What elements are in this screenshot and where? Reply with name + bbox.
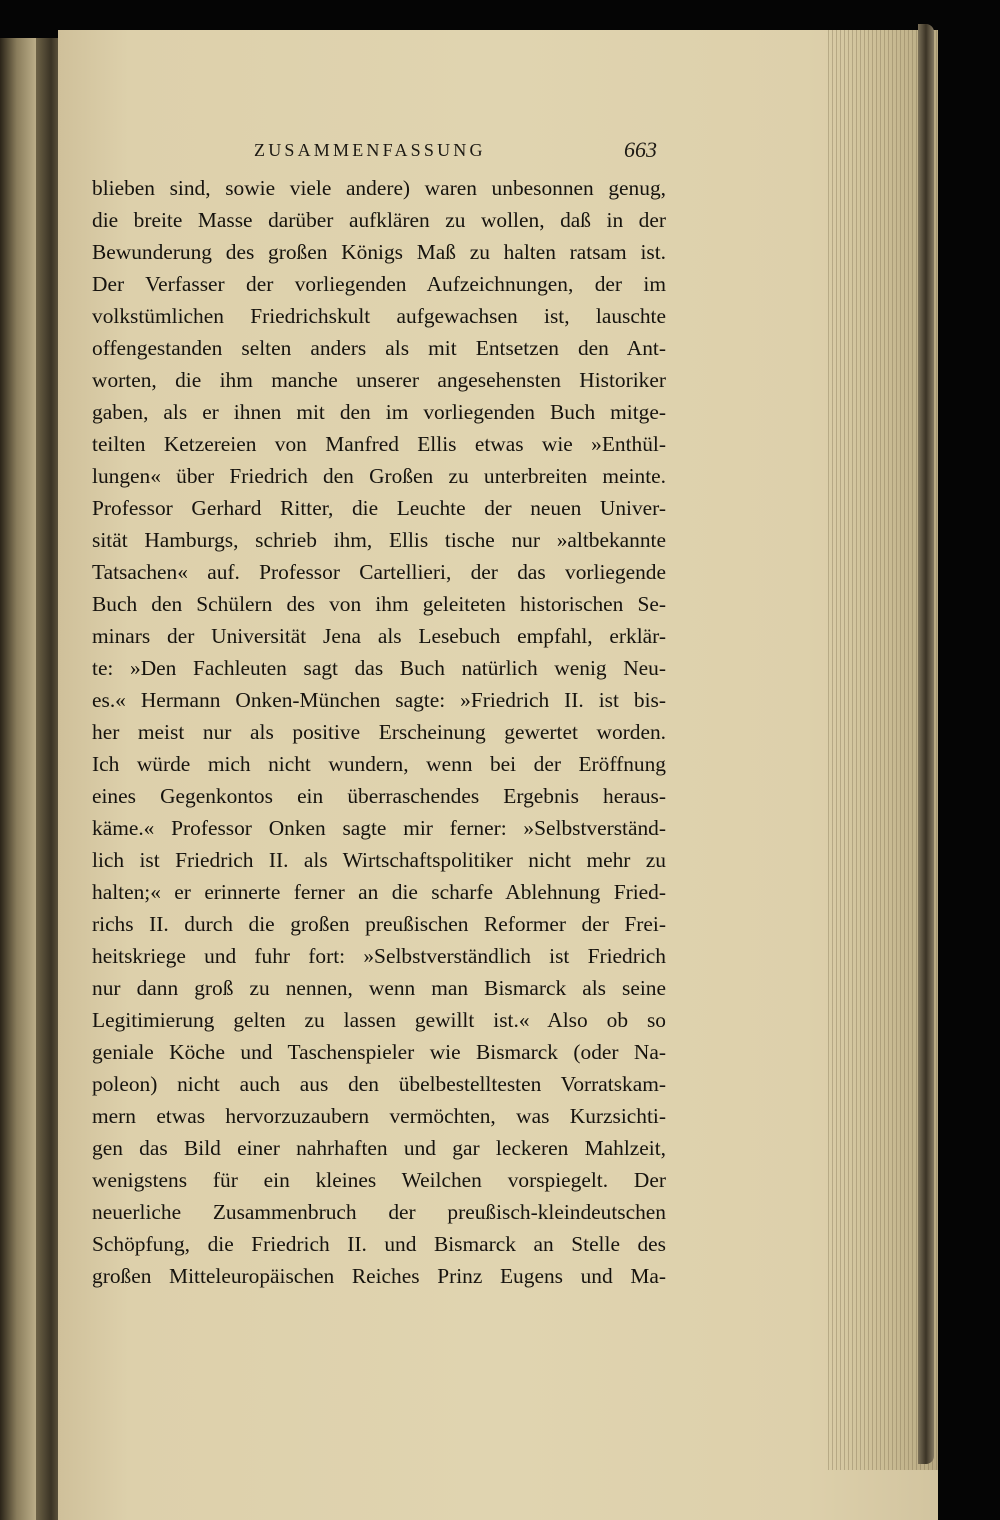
text-line: minars der Universität Jena als Lesebuch empfahl, erklär- xyxy=(92,624,666,648)
text-line: die breite Masse darüber aufklären zu wollen, daß in der xyxy=(92,208,666,232)
text-line: heitskriege und fuhr fort: »Selbstverständlich ist Friedrich xyxy=(92,944,666,968)
text-line: worten, die ihm manche unserer angesehensten Historiker xyxy=(92,368,666,392)
text-line: Buch den Schülern des von ihm geleiteten historischen Se- xyxy=(92,592,666,616)
text-line: volkstümlichen Friedrichskult aufgewachsen ist, lauschte xyxy=(92,304,666,328)
text-line: halten;« er erinnerte ferner an die scharfe Ablehnung Fried- xyxy=(92,880,666,904)
text-line: offengestanden selten anders als mit Entsetzen den Ant- xyxy=(92,336,666,360)
text-line: te: »Den Fachleuten sagt das Buch natürlich wenig Neu- xyxy=(92,656,666,680)
body-text xyxy=(92,172,666,1292)
text-line: Ich würde mich nicht wundern, wenn bei der Eröffnung xyxy=(92,752,666,776)
text-line: Legitimierung gelten zu lassen gewillt ist.« Also ob so xyxy=(92,1008,666,1032)
text-line: Schöpfung, die Friedrich II. und Bismarck an Stelle des xyxy=(92,1232,666,1256)
text-line: neuerliche Zusammenbruch der preußisch-kleindeutschen xyxy=(92,1200,666,1224)
text-line: gen das Bild einer nahrhaften und gar leckeren Mahlzeit, xyxy=(92,1136,666,1160)
text-line: gaben, als er ihnen mit den im vorliegenden Buch mitge- xyxy=(92,400,666,424)
text-line: eines Gegenkontos ein überraschendes Ergebnis heraus- xyxy=(92,784,666,808)
text-line: es.« Hermann Onken-München sagte: »Friedrich II. ist bis- xyxy=(92,688,666,712)
text-line: großen Mitteleuropäischen Reiches Prinz Eugens und Ma- xyxy=(92,1264,666,1288)
text-line: blieben sind, sowie viele andere) waren unbesonnen genug, xyxy=(92,176,666,200)
page-header xyxy=(92,137,672,170)
text-line: mern etwas hervorzuzaubern vermöchten, was Kurzsichti- xyxy=(92,1104,666,1128)
text-line: lich ist Friedrich II. als Wirtschaftspolitiker nicht mehr zu xyxy=(92,848,666,872)
text-line: käme.« Professor Onken sagte mir ferner: »Selbstverständ- xyxy=(92,816,666,840)
text-line: her meist nur als positive Erscheinung gewertet worden. xyxy=(92,720,666,744)
running-head: ZUSAMMENFASSUNG xyxy=(254,140,486,160)
text-line: Professor Gerhard Ritter, die Leuchte der neuen Univer- xyxy=(92,496,666,520)
text-line: geniale Köche und Taschenspieler wie Bismarck (oder Na- xyxy=(92,1040,666,1064)
page-number: 663 xyxy=(624,137,657,162)
text-line: lungen« über Friedrich den Großen zu unterbreiten meinte. xyxy=(92,464,666,488)
text-line: Der Verfasser der vorliegenden Aufzeichnungen, der im xyxy=(92,272,666,296)
text-line: poleon) nicht auch aus den übelbestelltesten Vorratskam- xyxy=(92,1072,666,1096)
book-spine xyxy=(918,24,934,1464)
text-line: Bewunderung des großen Königs Maß zu halten ratsam ist. xyxy=(92,240,666,264)
text-line: Tatsachen« auf. Professor Cartellieri, der das vorliegende xyxy=(92,560,666,584)
text-line: teilten Ketzereien von Manfred Ellis etwas wie »Enthül- xyxy=(92,432,666,456)
text-line: wenigstens für ein kleines Weilchen vorspiegelt. Der xyxy=(92,1168,666,1192)
text-line: sität Hamburgs, schrieb ihm, Ellis tische nur »altbekannte xyxy=(92,528,666,552)
text-line: richs II. durch die großen preußischen Reformer der Frei- xyxy=(92,912,666,936)
text-line: nur dann groß zu nennen, wenn man Bismarck als seine xyxy=(92,976,666,1000)
